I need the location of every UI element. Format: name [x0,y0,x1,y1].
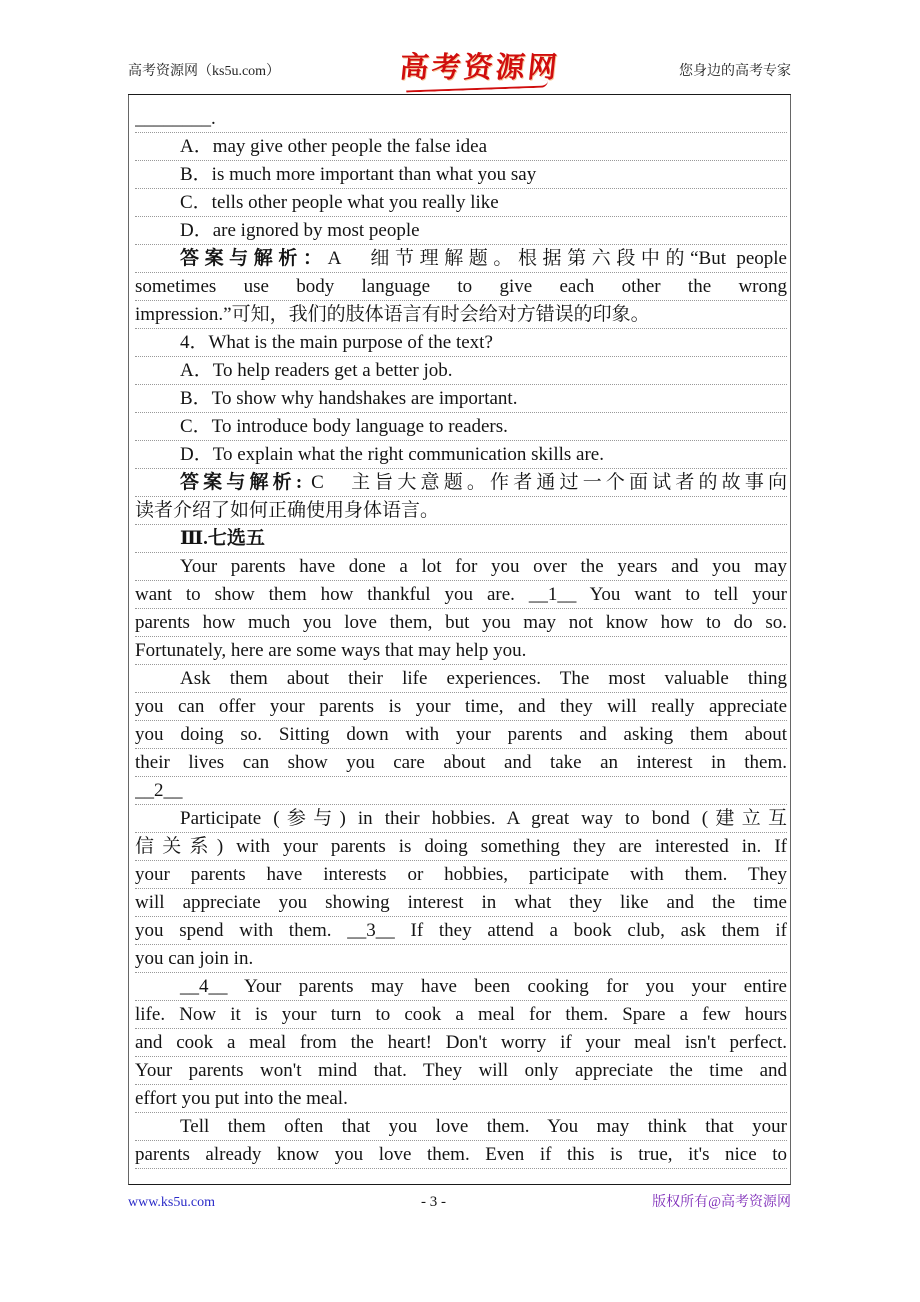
header-slogan: 您身边的高考专家 [678,64,791,79]
text-line: Ask them about their life experiences. The most valuable thing [135,665,787,693]
brand-logo-text: 高考资源网 [397,51,561,84]
section-heading: Ⅲ.七选五 [135,525,787,553]
text-line: you can offer your parents is your time, and they will really appreciate [135,693,787,721]
text-line: Your parents won't mind that. They will only appreciate the time and [135,1057,787,1085]
text-line: your parents have interests or hobbies, participate with them. They [135,861,787,889]
option-a: A．To help readers get a better job. [135,357,787,385]
text-line: sometimes use body language to give each other the wrong [135,273,787,301]
answer-label: 答案与解析: [180,472,303,493]
question-4: 4．What is the main purpose of the text? [135,329,787,357]
text-line: ________. [135,105,787,133]
footer-site-link[interactable]: www.ks5u.com [128,1195,215,1210]
brand-logo [397,45,561,90]
text-line: their lives can show you care about and take an interest in them. [135,749,787,777]
text-line: you spend with them. __3__ If they attend a book club, ask them if [135,917,787,945]
option-d: D．are ignored by most people [135,217,787,245]
page-header [128,46,791,95]
text-line: __4__ Your parents may have been cooking for you your entire [135,973,787,1001]
text-line: Tell them often that you love them. You may think that your [135,1113,787,1141]
text-line: impression.”可知，我们的肢体语言有时会给对方错误的印象。 [135,301,787,329]
text-line: 信关系) with your parents is doing something they are interested in. If [135,833,787,861]
text-line: parents how much you love them, but you may not know how to do so. [135,609,787,637]
text-line: Your parents have done a lot for you over the years and you may [135,553,787,581]
text-line: you can join in. [135,945,787,973]
option-b: B．is much more important than what you say [135,161,787,189]
text-line: Participate (参与) in their hobbies. A great way to bond (建立互 [135,805,787,833]
answer-text: A 细节理解题。根据第六段中的“But people [327,248,787,269]
document-body [129,95,790,1169]
page-footer [128,1191,791,1211]
option-c: C．tells other people what you really like [135,189,787,217]
answer-line [135,245,787,273]
text-line: parents already know you love them. Even if this is true, it's nice to [135,1141,787,1169]
text-line: 读者介绍了如何正确使用身体语言。 [135,497,787,525]
answer-label: 答案与解析： [180,248,328,269]
header-site-name: 高考资源网（ks5u.com） [128,64,281,79]
page-number: - 3 - [421,1194,447,1210]
option-a: A．may give other people the false idea [135,133,787,161]
answer-line [135,469,787,497]
answer-text: C 主旨大意题。作者通过一个面试者的故事向 [302,472,787,493]
text-line: effort you put into the meal. [135,1085,787,1113]
text-line: you doing so. Sitting down with your parents and asking them about [135,721,787,749]
option-c: C．To introduce body language to readers. [135,413,787,441]
option-d: D．To explain what the right communication skills are. [135,441,787,469]
blank-2: __2__ [135,777,787,805]
text-line: want to show them how thankful you are. __1__ You want to tell your [135,581,787,609]
text-line: will appreciate you showing interest in what they like and the time [135,889,787,917]
content-frame [128,95,791,1185]
text-line: life. Now it is your turn to cook a meal for them. Spare a few hours [135,1001,787,1029]
option-b: B．To show why handshakes are important. [135,385,787,413]
text-line: Fortunately, here are some ways that may help you. [135,637,787,665]
text-line: and cook a meal from the heart! Don't worry if your meal isn't perfect. [135,1029,787,1057]
footer-copyright: 版权所有@高考资源网 [652,1195,791,1210]
